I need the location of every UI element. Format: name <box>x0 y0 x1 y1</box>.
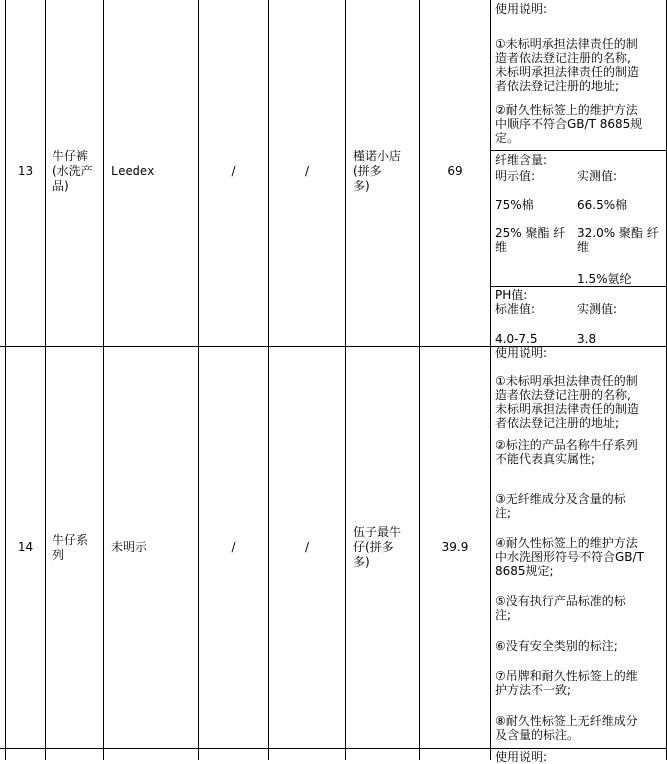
row13-fiber-claimed-1: 75%棉 <box>495 198 534 212</box>
col-line-2 <box>103 0 104 760</box>
row13-usage-1: ①未标明承担法律责任的制 造者依法登记注册的名称, 未标明承担法律责任的制造 者依法登记注册的地址; <box>495 37 640 93</box>
row14-usage-6: ⑥没有安全类别的标注; <box>495 639 618 653</box>
row13-fiber-claimed-2: 25% 聚酯 纤 维 <box>495 226 566 254</box>
row14-no: 14 <box>17 540 34 554</box>
row13-ph-std: 4.0-7.5 <box>495 332 538 346</box>
row13-fiber-measured-1: 66.5%棉 <box>577 198 628 212</box>
row13-ph-measured: 3.8 <box>577 332 597 346</box>
row-divider-14-15 <box>0 748 667 749</box>
row14-brand: 未明示 <box>111 540 148 554</box>
row13-no: 13 <box>17 164 34 178</box>
row14-usage-1: ①未标明承担法律责任的制 造者依法登记注册的名称, 未标明承担法律责任的制造 者依法登记注册的地址; <box>495 374 640 430</box>
row14-col5: / <box>304 540 310 554</box>
row13-fiber-label-claimed: 明示值: <box>495 169 536 183</box>
row14-usage-2: ②标注的产品名称牛仔系列 不能代表真实属性; <box>495 438 638 466</box>
col-line-7 <box>490 0 491 760</box>
row13-fiber-measured-2: 32.0% 聚酯 纤 维 <box>577 226 659 254</box>
row14-usage-title: 使用说明: <box>495 346 548 360</box>
row15-usage-title-partial: 使用说明: <box>495 750 548 764</box>
row13-ph-label-std: 标准值: <box>495 302 536 316</box>
col-line-5 <box>345 0 346 760</box>
row13-usage-2: ②耐久性标签上的维护方法 中顺序不符合GB/T 8685规 定。 <box>495 103 643 145</box>
row13-ph-label-measured: 实测值: <box>577 302 618 316</box>
row14-usage-7: ⑦吊牌和耐久性标签上的维 护方法不一致; <box>495 669 638 697</box>
row13-price: 69 <box>447 164 463 178</box>
row13-fiber-divider <box>490 150 667 151</box>
row13-col4: / <box>231 164 236 178</box>
row13-fiber-title: 纤维含量: <box>495 153 548 167</box>
row13-shop: 槿诺小店 (拼多 多) <box>353 149 402 193</box>
row13-fiber-label-measured: 实测值: <box>577 169 618 183</box>
row13-brand: Leedex <box>111 164 155 178</box>
row14-shop: 伍子最牛 仔(拼多 多) <box>353 525 402 569</box>
row14-product: 牛仔系 列 <box>52 532 89 562</box>
row13-product: 牛仔裤 (水洗产 品) <box>52 149 93 193</box>
col-line-1 <box>45 0 46 760</box>
row14-usage-4: ④耐久性标签上的维护方法 中水洗图形符号不符合GB/T 8685规定; <box>495 536 644 578</box>
row14-usage-5: ⑤没有执行产品标准的标 注; <box>495 594 626 622</box>
row14-price: 39.9 <box>441 540 469 554</box>
row14-col4: / <box>231 540 236 554</box>
row14-usage-8: ⑧耐久性标签上无纤维成分 及含量的标注。 <box>495 714 638 742</box>
row13-fiber-measured-3: 1.5%氨纶 <box>577 272 632 286</box>
row13-ph-title: PH值: <box>495 288 528 302</box>
row13-usage-title: 使用说明: <box>495 2 548 16</box>
row13-ph-divider <box>490 286 667 287</box>
row13-col5: / <box>304 164 310 178</box>
row14-usage-3: ③无纤维成分及含量的标 注; <box>495 492 626 520</box>
